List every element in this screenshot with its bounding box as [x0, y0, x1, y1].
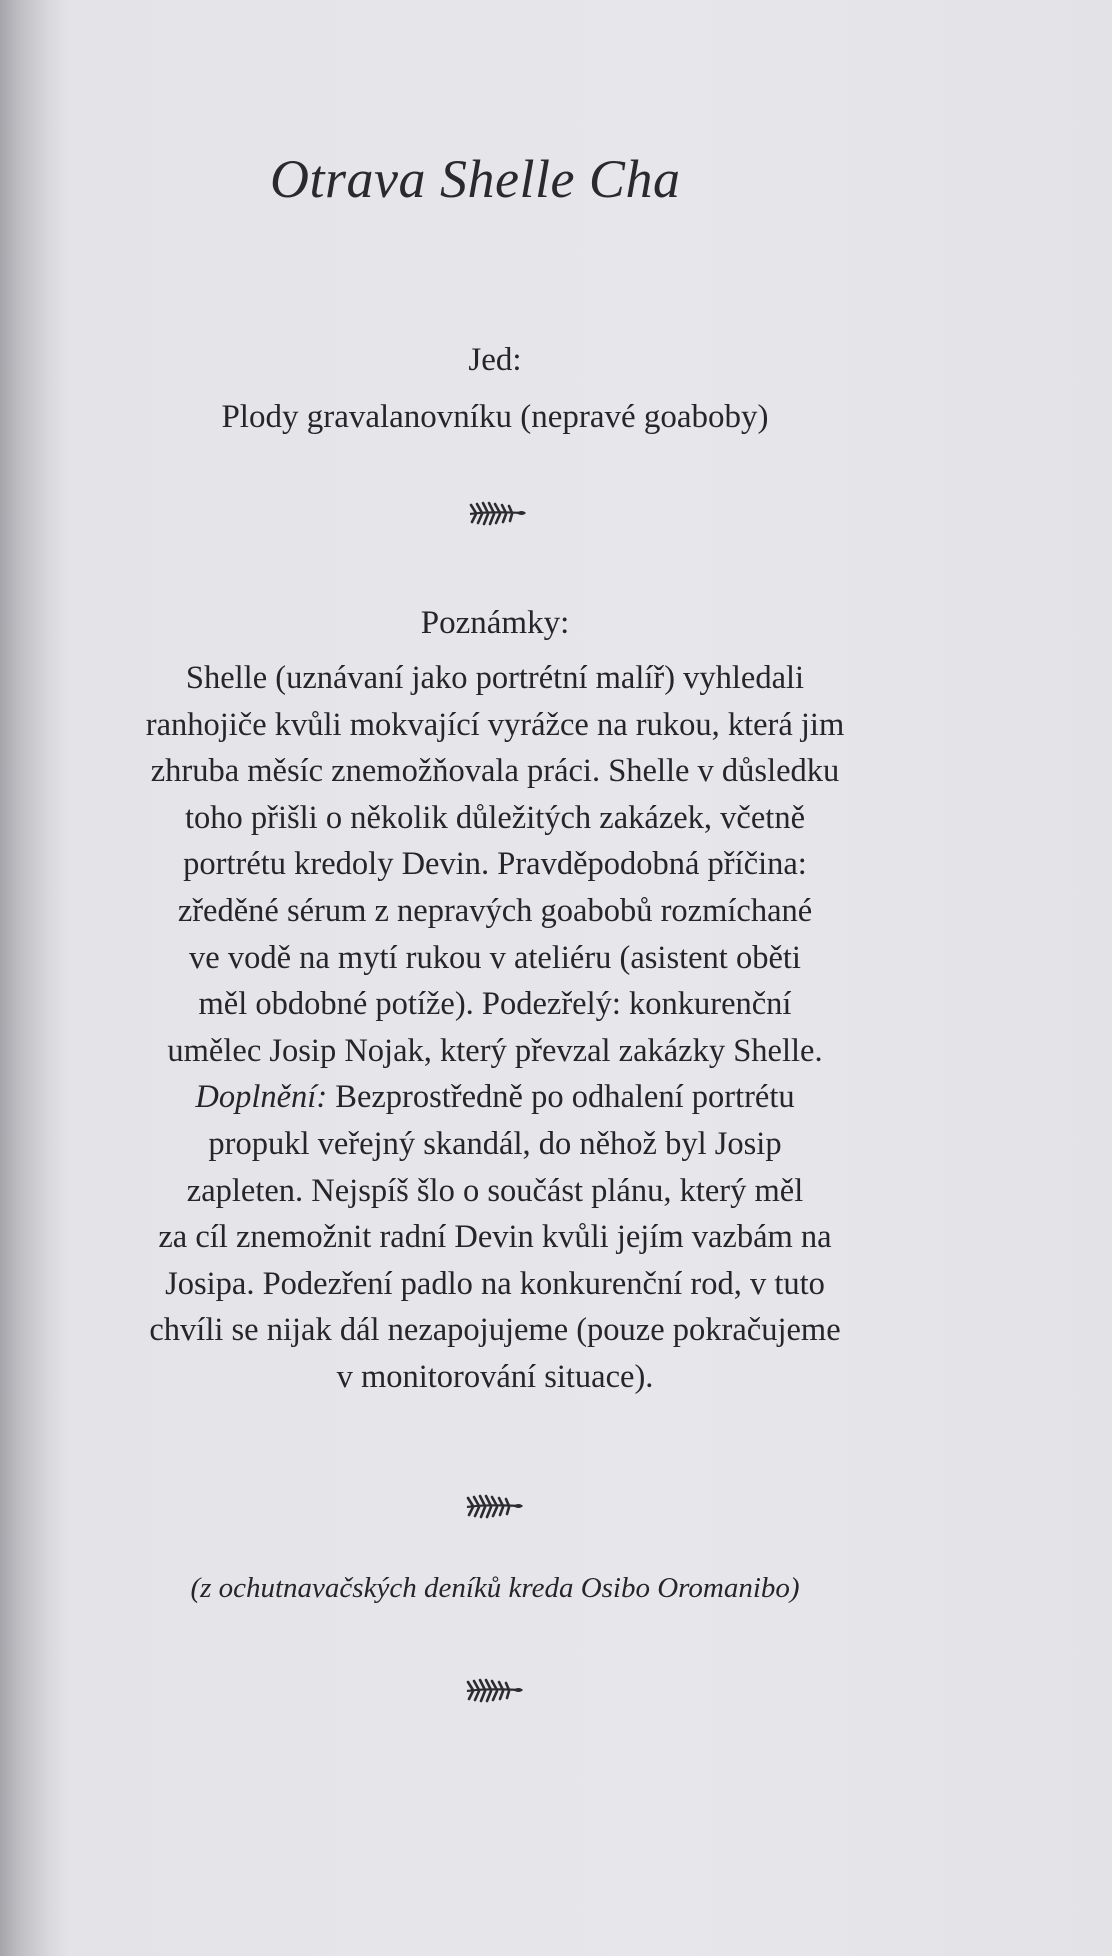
addendum-line: propukl veřejný skandál, do něhož byl Josip: [208, 1125, 782, 1162]
notes-line: umělec Josip Nojak, který převzal zakázky Shelle.: [167, 1032, 823, 1069]
addendum-label: Doplnění:: [195, 1079, 328, 1116]
notes-body: [75, 655, 915, 1401]
notes-label: Poznámky:: [420, 605, 570, 641]
addendum-line: chvíli se nijak dál nezapojujeme (pouze pokračujeme: [149, 1312, 841, 1349]
notes-line: zhruba měsíc znemožňovala práci. Shelle v důsledku: [150, 753, 840, 790]
addendum-line: Josipa. Podezření padlo na konkurenční rod, v tuto: [165, 1265, 825, 1302]
addendum-line: zapleten. Nejspíš šlo o součást plánu, který měl: [186, 1172, 804, 1209]
addendum-line: v monitorování situace).: [336, 1358, 654, 1395]
fleuron-icon: [463, 1674, 525, 1704]
notes-line: zředěné sérum z nepravých goabobů rozmíchané: [177, 892, 813, 929]
notes-line: Shelle (uznávaní jako portrétní malíř) vyhledali: [185, 660, 805, 696]
notes-line: ranhojiče kvůli mokvající vyrážce na rukou, která jim: [145, 706, 845, 743]
notes-line: toho přišli o několik důležitých zakázek, včetně: [185, 799, 805, 836]
addendum-line: za cíl znemožnit radní Devin kvůli jejím vazbám na: [158, 1219, 832, 1256]
page-gutter-shadow: [0, 0, 70, 1956]
poison-value: Plody gravalanovníku (nepravé goaboby): [221, 399, 769, 435]
fleuron-icon: [466, 497, 528, 527]
notes-line: ve vodě na mytí rukou v ateliéru (asistent oběti: [189, 939, 801, 976]
attribution: (z ochutnavačských deníků kreda Osibo Oromanibo): [190, 1572, 800, 1604]
fleuron-icon: [463, 1490, 525, 1520]
chapter-title: Otrava Shelle Cha: [270, 149, 681, 209]
notes-line: měl obdobné potíže). Podezřelý: konkurenční: [198, 986, 792, 1023]
addendum-first-text: Bezprostředně po odhalení portrétu: [327, 1079, 795, 1116]
poison-label: Jed:: [468, 342, 522, 378]
notes-line: portrétu kredoly Devin. Pravděpodobná příčina:: [183, 846, 807, 883]
addendum-first-line: [75, 1074, 915, 1121]
